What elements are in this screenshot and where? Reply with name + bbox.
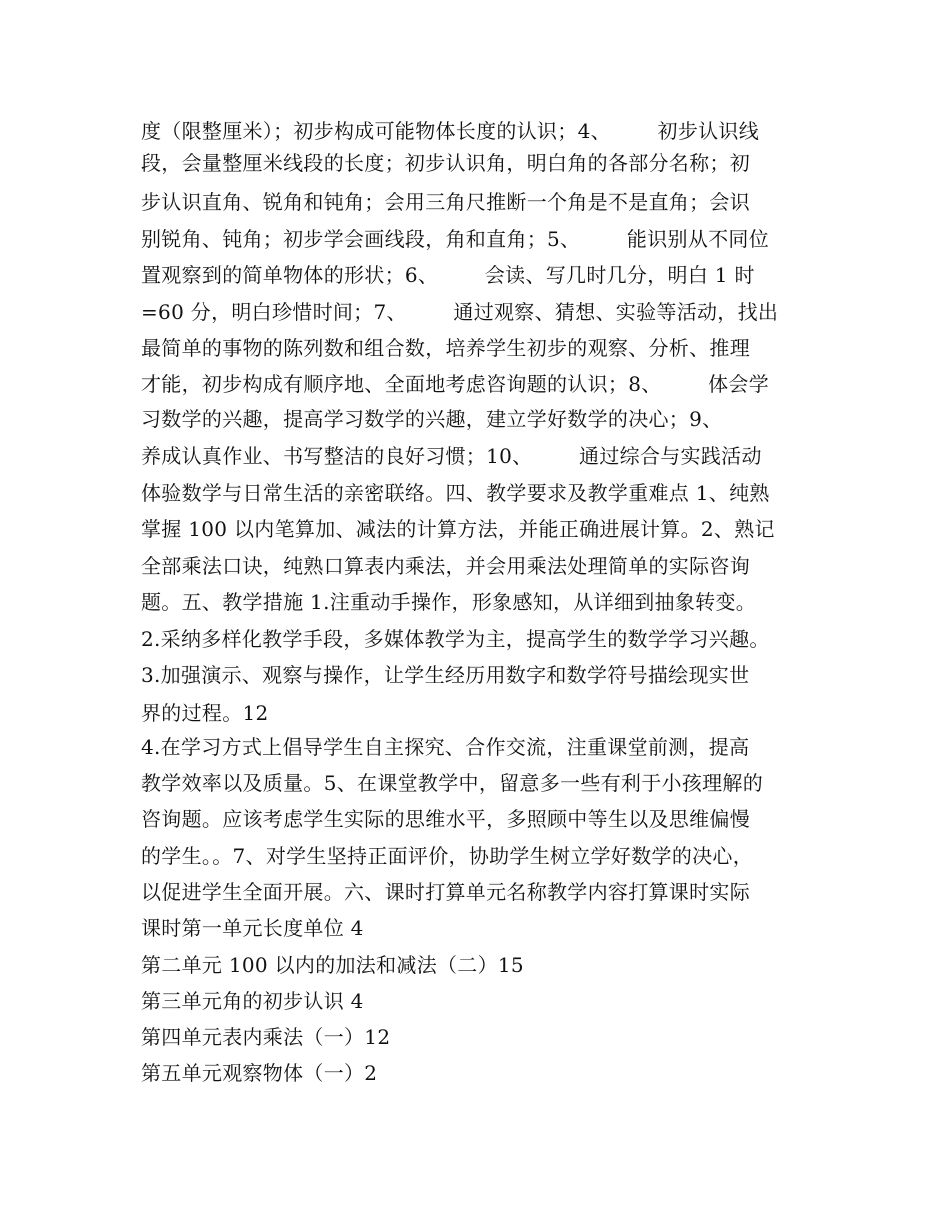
text-line: 置观察到的简单物体的形状；6、 会读、写几时几分，明白 1 时 [141,263,755,287]
text-line: 第三单元角的初步认识 4 [141,989,364,1013]
text-line: 掌握 100 以内笔算加、减法的计算方法，并能正确进展计算。2、熟记 [141,517,775,541]
text-line: 段，会量整厘米线段的长度；初步认识角，明白角的各部分名称；初 [141,151,750,175]
text-line: 才能，初步构成有顺序地、全面地考虑咨询题的认识；8、 体会学 [141,372,770,396]
text-line: 界的过程。12 [141,701,269,725]
text-line: 养成认真作业、书写整洁的良好习惯；10、 通过综合与实践活动 [141,444,762,468]
text-line: 步认识直角、锐角和钝角；会用三角尺推断一个角是不是直角；会识 [141,190,750,214]
text-line: 题。五、教学措施 1.注重动手操作，形象感知，从详细到抽象转变。 [141,590,757,614]
text-line: 体验数学与日常生活的亲密联络。四、教学要求及教学重难点 1、纯熟 [141,481,770,505]
text-line: 的学生。。7、对学生坚持正面评价，协助学生树立学好数学的决心， [141,844,754,868]
text-line: 以促进学生全面开展。六、课时打算单元名称教学内容打算课时实际 [141,880,750,904]
text-line: 第五单元观察物体（一）2 [141,1061,378,1085]
text-line: 咨询题。应该考虑学生实际的思维水平，多照顾中等生以及思维偏慢 [141,807,750,831]
text-line: 度（限整厘米）；初步构成可能物体长度的认识；4、 初步认识线 [141,119,760,143]
text-line: 别锐角、钝角；初步学会画线段，角和直角；5、 能识别从不同位 [141,227,770,251]
text-line: 课时第一单元长度单位 4 [141,916,364,940]
text-line: 3.加强演示、观察与操作，让学生经历用数字和数学符号描绘现实世 [141,663,750,687]
text-line: 第二单元 100 以内的加法和减法（二）15 [141,953,524,977]
text-line: =60 分，明白珍惜时间；7、 通过观察、猜想、实验等活动，找出 [141,300,779,324]
text-line: 第四单元表内乘法（一）12 [141,1025,391,1049]
text-line: 全部乘法口诀，纯熟口算表内乘法，并会用乘法处理简单的实际咨询 [141,554,750,578]
text-line: 4.在学习方式上倡导学生自主探究、合作交流，注重课堂前测，提高 [141,735,750,759]
text-line: 2.采纳多样化教学手段，多媒体教学为主，提高学生的数学学习兴趣。 [141,627,770,651]
text-line: 习数学的兴趣，提高学习数学的兴趣，建立学好数学的决心；9、 [141,407,723,431]
text-line: 教学效率以及质量。5、在课堂教学中，留意多一些有利于小孩理解的 [141,771,764,795]
text-line: 最简单的事物的陈列数和组合数，培养学生初步的观察、分析、推理 [141,336,750,360]
